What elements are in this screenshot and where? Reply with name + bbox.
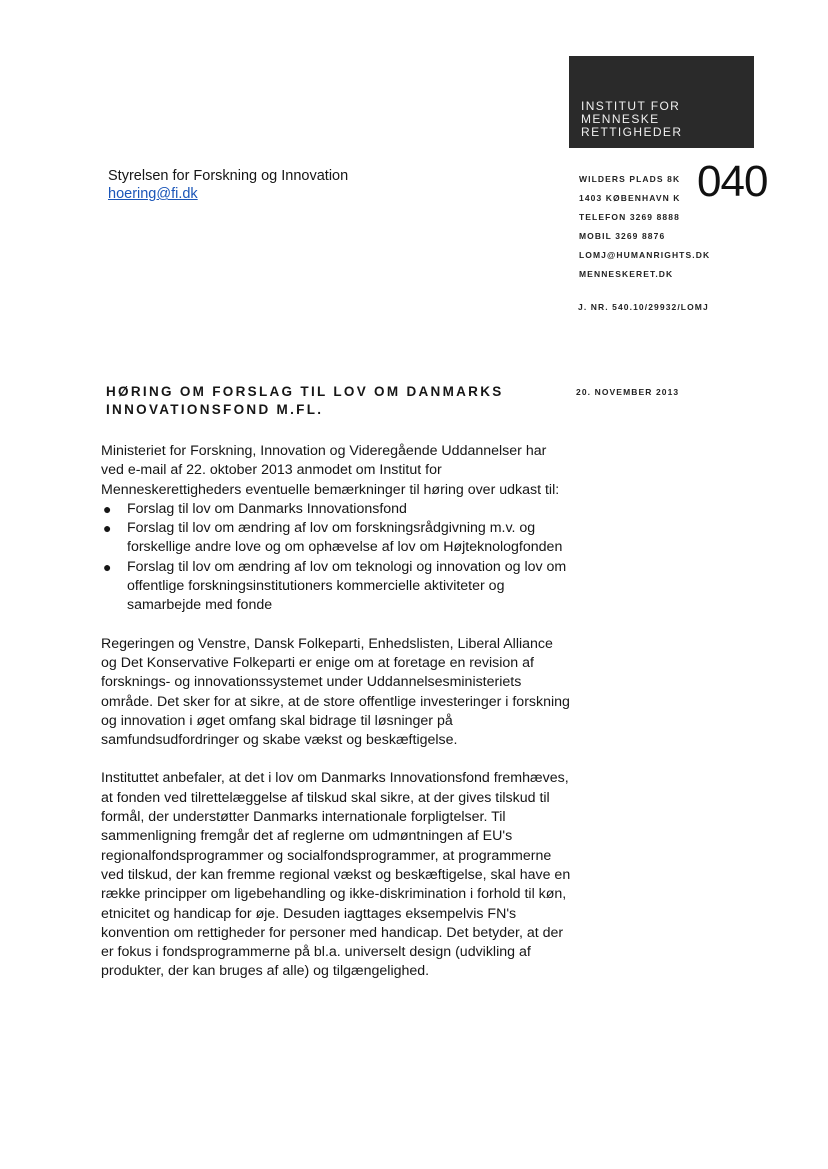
journal-number: J. NR. 540.10/29932/LOMJ <box>578 302 709 312</box>
contact-block <box>579 170 710 284</box>
contact-email[interactable]: LOMJ@HUMANRIGHTS.DK <box>579 250 711 260</box>
list-item <box>101 558 571 616</box>
bullet-list <box>101 500 571 616</box>
letter-heading: HØRING OM FORSLAG TIL LOV OM DANMARKS INNOVATIONSFOND M.FL. <box>106 384 504 417</box>
list-item-text: Forslag til lov om Danmarks Innovationsfond <box>127 500 407 517</box>
list-item <box>101 519 571 558</box>
letter-body <box>101 442 571 982</box>
bullet-icon: ● <box>103 520 112 537</box>
contact-phone: TELEFON 3269 8888 <box>579 212 680 222</box>
list-item-text: Forslag til lov om ændring af lov om teknologi og innovation og lov om offentlige forskningsinstitutioners kommercielle aktiviteter og samarbejde med fonde <box>127 558 567 614</box>
logo-line: MENNESKE <box>581 112 660 126</box>
contact-address-line2: 1403 KØBENHAVN K <box>579 193 681 203</box>
logo-line: INSTITUT FOR <box>581 99 681 113</box>
paragraph-3: Instituttet anbefaler, at det i lov om Danmarks Innovationsfond fremhæves, at fonden ved tilrettelæggelse af tilskud skal sikre, at der gives tilskud til formål, der understøtter Danmarks internationale forpligtelser. Til sammenligning fremgår det af reglerne om udmøntningen af EU's regionalfondsprogrammer og socialfondsprogrammer, at programmerne ved tilskud, der kan fremme regional vækst og beskæftigelse, skal have en række principper om ligebehandling og ikke-diskrimination i forhold til køn, etnicitet og handicap for øje. Desuden iagttages eksempelvis FN's konvention om rettigheder for personer med handicap. Det betyder, at der er fokus i fondsprogrammerne på bl.a. universelt design (udvikling af produkter, der kan bruges af alle) og tilgængelighed. <box>101 770 571 980</box>
logo-text <box>581 100 682 139</box>
recipient-block <box>108 167 348 203</box>
logo-line: RETTIGHEDER <box>581 125 683 139</box>
list-item <box>101 500 571 519</box>
recipient-email-link[interactable]: hoering@fi.dk <box>108 186 198 202</box>
recipient-name: Styrelsen for Forskning og Innovation <box>108 168 349 184</box>
contact-address-line1: WILDERS PLADS 8K <box>579 174 681 184</box>
contact-website[interactable]: MENNESKERET.DK <box>579 269 674 279</box>
list-item-text: Forslag til lov om ændring af lov om forskningsrådgivning m.v. og forskellige andre love og om ophævelse af lov om Højteknologfonden <box>127 520 563 556</box>
bullet-icon: ● <box>103 558 112 575</box>
bullet-icon: ● <box>103 500 112 517</box>
paragraph-2: Regeringen og Venstre, Dansk Folkeparti, Enhedslisten, Liberal Alliance og Det Konservative Folkeparti er enige om at foretage en revision af forsknings- og innovationssystemet under Uddannelsesministeriets område. Det sker for at sikre, at de store offentlige investeringer i forskning og innovation i øget omfang skal bidrage til løsninger på samfundsudfordringer og skabe vækst og beskæftigelse. <box>101 635 570 749</box>
contact-mobile: MOBIL 3269 8876 <box>579 231 666 241</box>
letter-date: 20. NOVEMBER 2013 <box>576 387 680 397</box>
institute-logo <box>569 56 754 148</box>
intro-paragraph: Ministeriet for Forskning, Innovation og Videregående Uddannelser har ved e-mail af 22. oktober 2013 anmodet om Institut for Menneskerettigheders eventuelle bemærkninger til høring over udkast til: <box>101 443 560 498</box>
document-number: 040 <box>697 157 768 206</box>
